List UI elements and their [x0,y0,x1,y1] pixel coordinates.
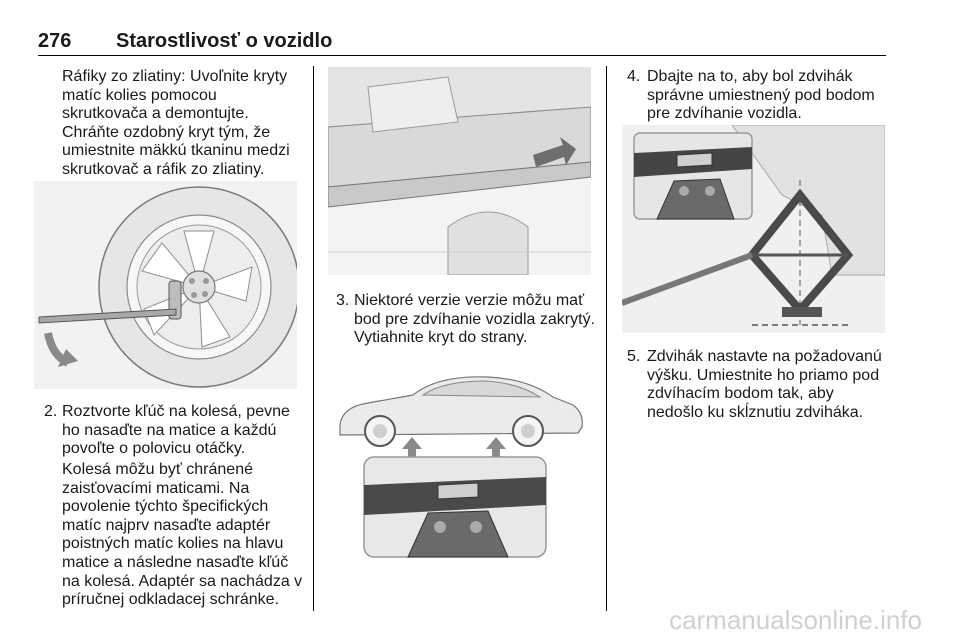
car-jacking-points-figure [328,365,591,560]
watermark: carmanualsonline.info [669,605,922,635]
column-divider-2 [606,66,607,611]
intro-text: Ráfiky zo zliatiny: Uvoľnite kryty matíc kolies pomocou skrutkovača a demontujte. Chráňte ozdobný kryt tým, že umiestnite mäkkú tkaninu medzi skrutkovač a ráfik zo zliatiny. [62,68,290,178]
car-jacking-points-illustration [328,365,591,560]
section-title: Starostlivosť o vozidlo [116,30,333,52]
jack-position-figure [622,125,885,333]
underbody-cover-illustration [328,67,591,275]
wheel-wrench-illustration [34,181,297,389]
step-2-text: Roztvorte kľúč na kolesá, pevne ho nasaďte na matice a každú povoľte o polovicu otáčky. [62,403,290,458]
step-5-number: 5. [627,348,641,365]
step-2-number: 2. [44,403,58,420]
step-4-text: Dbajte na to, aby bol zdvihák správne umiestnený pod bodom pre zdvíhanie vozidla. [647,68,875,123]
jack-position-illustration [622,125,885,333]
step-2-note: Kolesá môžu byť chránené zaisťovacími maticami. Na povolenie týchto špecifických matíc najprv nasaďte adaptér poistných matíc kolies na hlavu matice a následne nasaďte kľúč na kolesá. Adaptér sa nachádza v príručnej odkladacej schránke. [62,461,303,609]
page-header [38,30,886,56]
step-3-text: Niektoré verzie verzie môžu mať bod pre zdvíhanie vozidla zakrytý. Vytiahnite kryt do strany. [354,292,596,347]
page-number: 276 [38,30,72,52]
wheel-wrench-figure [34,181,297,389]
column-divider-1 [313,66,314,611]
step-3-number: 3. [336,292,350,309]
step-5-text: Zdvihák nastavte na požadovanú výšku. Umiestnite ho priamo pod zdvíhacím bodom tak, aby nedošlo ku skĺznutiu zdviháka. [647,348,882,421]
step-4-number: 4. [627,68,641,85]
underbody-cover-figure [328,67,591,275]
